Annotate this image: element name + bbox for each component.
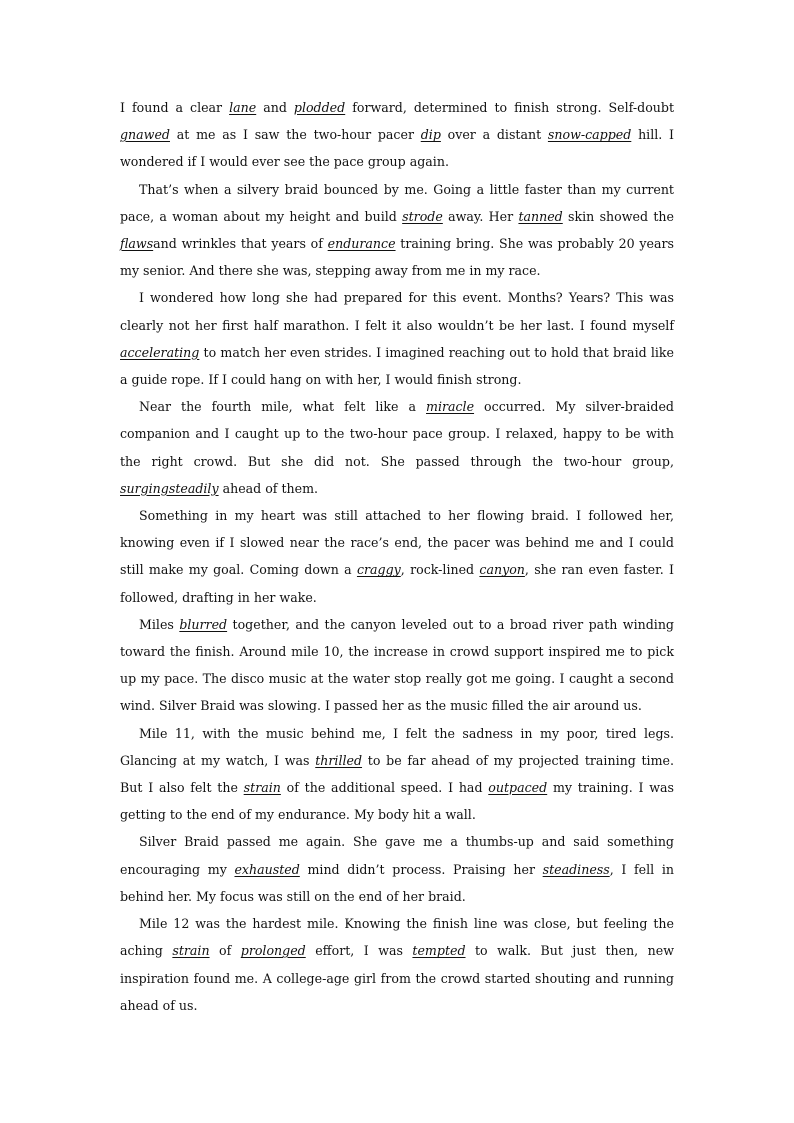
vocabulary-word: strain	[243, 780, 281, 796]
document-body	[120, 94, 674, 1019]
vocabulary-word: thrilled	[315, 752, 363, 768]
vocabulary-word: strode	[402, 208, 443, 224]
paragraph-text: I found a clear	[120, 100, 230, 115]
vocabulary-word: craggy	[356, 562, 401, 578]
paragraph-text: and wrinkles that years of	[153, 236, 328, 252]
vocabulary-word: tanned	[518, 208, 563, 224]
vocabulary-word: dip	[420, 127, 441, 143]
paragraph-text: Mile 11, with the music behind me, I felt the sadness in my poor, tired legs. Glancing at my watch, I was	[120, 725, 674, 768]
vocabulary-word: outpaced	[488, 780, 548, 796]
paragraph-text: training bring. She was probably 20 years my senior. And there she was, stepping away from me in my race.	[120, 236, 674, 279]
paragraph	[120, 720, 674, 829]
paragraph-text: hill. I wondered if I would ever see the pace group again.	[120, 127, 675, 170]
paragraph-text: Silver Braid passed me again. She gave me a thumbs-up and said something encouraging my	[120, 834, 674, 877]
paragraph-text: That’s when a silvery braid bounced by me. Going a little faster than my current pace, a woman about my height and build	[120, 181, 674, 224]
paragraph-text: , she ran even faster. I followed, drafting in her wake.	[120, 562, 674, 605]
vocabulary-word: canyon	[479, 562, 525, 578]
paragraph-text: I wondered how long she had prepared for this event. Months? Years? This was clearly not her first half marathon. I felt it also wouldn’t be her last. I found myself	[120, 290, 674, 333]
vocabulary-word: flaws	[120, 236, 154, 252]
vocabulary-word: gnawed	[120, 127, 170, 143]
vocabulary-word: prolonged	[240, 943, 306, 959]
paragraph-text: mind didn’t process. Praising her	[299, 861, 543, 877]
vocabulary-word: lane	[229, 100, 257, 115]
vocabulary-word: surgingsteadily	[120, 480, 219, 496]
paragraph	[120, 502, 674, 611]
paragraph-text: ahead of them.	[218, 480, 319, 496]
vocabulary-word: steadiness	[542, 861, 610, 877]
vocabulary-word: accelerating	[120, 344, 200, 360]
vocabulary-word: exhausted	[234, 861, 300, 877]
paragraph-text: together, and the canyon leveled out to a broad river path winding toward the finish. Around mile 10, the increase in crowd support inspired me to pick up my pace. The disco music at the water stop really got me going. I caught a second wind. Silver Braid was slowing. I passed her as the music filled the air around us.	[120, 616, 674, 714]
paragraph-text: effort, I was	[305, 943, 413, 959]
paragraph-text: Near the fourth mile, what felt like a	[139, 399, 426, 415]
paragraph	[120, 94, 674, 176]
paragraph	[120, 611, 674, 720]
paragraph-text: to walk. But just then, new inspiration found me. A college-age girl from the crowd started shouting and running ahead of us.	[120, 943, 674, 1013]
paragraph-text: Something in my heart was still attached to her flowing braid. I followed her, knowing even if I slowed near the race’s end, the pacer was behind me and I could still make my goal. Coming down a	[120, 508, 674, 578]
paragraph	[120, 910, 674, 1019]
paragraph	[120, 828, 674, 910]
vocabulary-word: tempted	[412, 943, 466, 959]
paragraph-text: of the additional speed. I had	[280, 780, 489, 796]
paragraph-text: at me as I saw the two-hour pacer	[169, 127, 421, 143]
vocabulary-word: plodded	[293, 100, 346, 115]
paragraph-text: over a distant	[440, 127, 548, 143]
paragraph	[120, 176, 674, 285]
document-page	[120, 94, 674, 1019]
vocabulary-word: snow-capped	[547, 127, 632, 143]
paragraph-text: Mile 12 was the hardest mile. Knowing the finish line was close, but feeling the aching	[120, 916, 674, 959]
paragraph-text: to be far ahead of my projected training time. But I also felt the	[120, 752, 674, 796]
paragraph-text: occurred. My silver-braided companion and I caught up to the two-hour pace group. I relaxed, happy to be with the right crowd. But she did not. She passed through the two-hour group,	[120, 399, 674, 469]
paragraph	[120, 393, 674, 502]
paragraph-text: , rock-lined	[400, 562, 480, 578]
paragraph-text: and	[256, 100, 294, 115]
paragraph-text: of	[209, 943, 241, 959]
vocabulary-word: blurred	[179, 616, 228, 632]
paragraph-text: skin showed the	[562, 208, 674, 224]
paragraph-text: to match her even strides. I imagined reaching out to hold that braid like a guide rope. If I could hang on with her, I would finish strong.	[120, 344, 674, 388]
paragraph-text: my training. I was getting to the end of my endurance. My body hit a wall.	[120, 780, 674, 823]
vocabulary-word: strain	[172, 943, 210, 959]
paragraph-text: away. Her	[442, 208, 519, 224]
paragraph-text: Miles	[139, 616, 180, 632]
paragraph	[120, 284, 674, 393]
vocabulary-word: miracle	[426, 399, 475, 415]
paragraph-text: forward, determined to finish strong. Self-doubt	[345, 100, 675, 115]
vocabulary-word: endurance	[327, 236, 396, 252]
paragraph-text: , I fell in behind her. My focus was still on the end of her braid.	[120, 861, 674, 904]
